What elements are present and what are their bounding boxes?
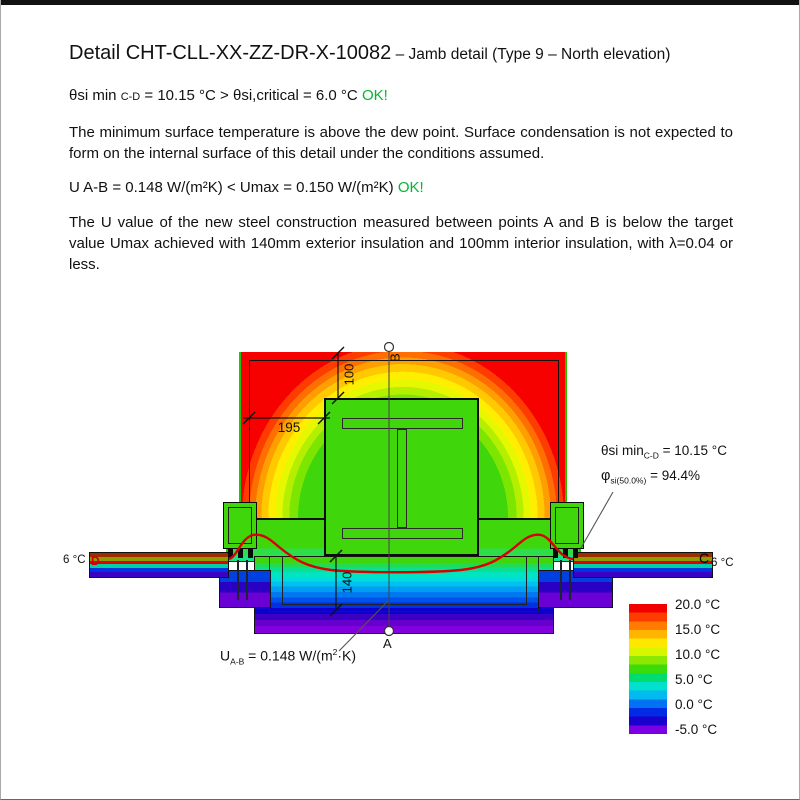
dim-100-label: 100 — [341, 363, 357, 386]
u-value-exponent: 2 — [332, 647, 338, 657]
legend-label-minus5: -5.0 °C — [675, 722, 718, 737]
point-b-label: B — [387, 353, 403, 362]
dim-195-label: 195 — [277, 420, 301, 435]
exterior-temp-right: 6 °C — [711, 557, 734, 569]
u-comparison: U A-B = 0.148 W/(m²K) < Umax = 0.150 W/(m²K) — [69, 179, 398, 196]
theta-symbol: θsi min — [69, 87, 121, 104]
surface-paragraph: The minimum surface temperature is above the dew point. Surface condensation is not expected to form on the internal surface of this detail under the conditions assumed. — [69, 124, 733, 162]
thermal-diagram — [1, 0, 800, 800]
legend-label-10: 10.0 °C — [675, 647, 721, 662]
legend-label-5: 5.0 °C — [675, 672, 713, 687]
theta-subscript: C-D — [120, 91, 141, 103]
dim-140-label: 140 — [339, 571, 355, 594]
phi-subscript: si(50.0%) — [610, 475, 647, 486]
legend-label-20: 20.0 °C — [675, 597, 721, 612]
u-value-leader-line — [339, 601, 388, 651]
u-subscript: A-B — [230, 656, 245, 667]
exterior-temp-left: 6 °C — [63, 554, 86, 566]
legend-label-0: 0.0 °C — [675, 697, 713, 712]
phi-leader-line — [581, 492, 613, 548]
point-a-label: A — [383, 636, 392, 651]
phi-symbol: φ — [601, 468, 611, 484]
u-symbol: U — [220, 647, 231, 664]
dew-point-isotherm — [229, 535, 573, 573]
theta-min-annotation — [601, 443, 727, 461]
u-value-paragraph: The U value of the new steel construction measured between points A and B is below the target value Umax achieved with 140mm exterior insulation and 100mm interior insulation, with λ=0.04 or less. — [69, 214, 733, 273]
phi-annotation — [601, 468, 700, 486]
theta-min-symbol: θsi min — [601, 443, 644, 458]
legend-bar — [629, 604, 667, 734]
phi-value: = 94.4% — [646, 468, 700, 483]
theta-min-value: = 10.15 °C — [658, 443, 727, 458]
detail-code: Detail CHT-CLL-XX-ZZ-DR-X-10082 — [69, 42, 392, 64]
u-value-post: ·K) — [337, 647, 357, 664]
point-a-marker — [385, 627, 394, 636]
theta-min-subscript: C-D — [643, 450, 659, 461]
point-d-label: D — [91, 554, 100, 568]
u-value-annotation — [220, 647, 356, 666]
detail-subtitle: – Jamb detail (Type 9 – North elevation) — [391, 46, 671, 63]
u-check-result: OK! — [397, 179, 424, 196]
u-value-pre: = 0.148 W/(m — [244, 647, 333, 664]
point-c-label: C — [699, 550, 710, 566]
surface-check-result: OK! — [361, 87, 388, 104]
legend-label-15: 15.0 °C — [675, 622, 721, 637]
theta-comparison: = 10.15 °C > θsi,critical = 6.0 °C — [140, 87, 362, 104]
